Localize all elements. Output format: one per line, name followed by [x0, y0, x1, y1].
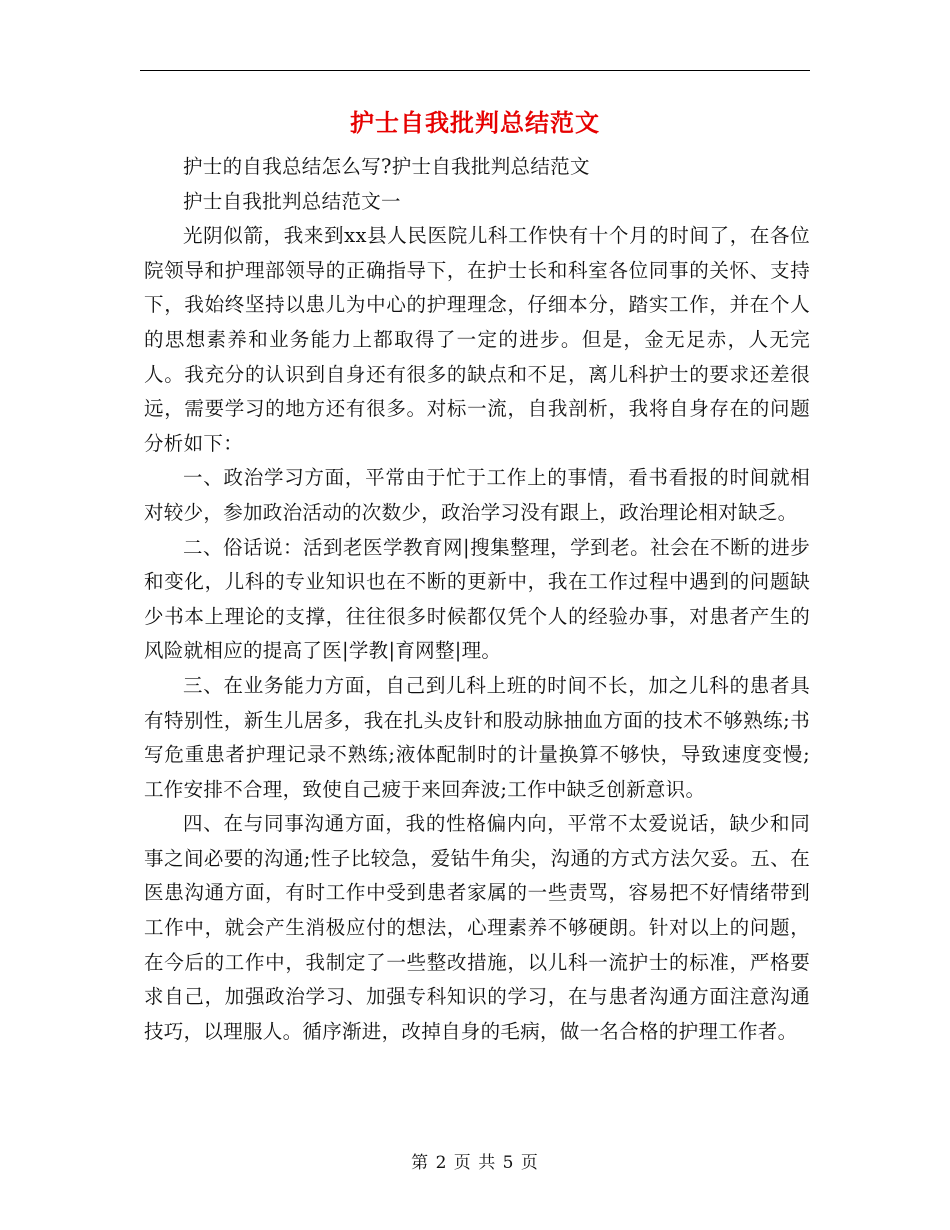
document-title: 护士自我批判总结范文 [350, 109, 600, 137]
body-paragraph-politics: 一、政治学习方面，平常由于忙于工作上的事情，看书看报的时间就相对较少，参加政治活动的次数少，政治学习没有跟上，政治理论相对缺乏。 [144, 466, 810, 524]
document-body [144, 150, 810, 1049]
subtitle-line: 护士的自我总结怎么写?护士自我批判总结范文 [183, 155, 590, 178]
body-paragraph-learning: 二、俗话说：活到老医学教育网|搜集整理，学到老。社会在不断的进步和变化，儿科的专业知识也在不断的更新中，我在工作过程中遇到的问题缺少书本上理论的支撑，往往很多时候都仅凭个人的经验办事，对患者产生的风险就相应的提高了医|学教|育网整|理。 [144, 535, 810, 663]
section-heading: 护士自我批判总结范文一 [183, 189, 401, 213]
page-number: 第 2 页 共 5 页 [411, 1153, 539, 1173]
body-paragraph-communication: 四、在与同事沟通方面，我的性格偏内向，平常不太爱说话，缺少和同事之间必要的沟通;性子比较急，爱钻牛角尖，沟通的方式方法欠妥。五、在医患沟通方面，有时工作中受到患者家属的一些责骂，容易把不好情绪带到工作中，就会产生消极应付的想法，心理素养不够硬朗。针对以上的问题，在今后的工作中，我制定了一些整改措施，以儿科一流护士的标准，严格要求自己，加强政治学习、加强专科知识的学习，在与患者沟通方面注意沟通技巧，以理服人。循序渐进，改掉自身的毛病，做一名合格的护理工作者。 [144, 812, 810, 1043]
body-paragraph-skills: 三、在业务能力方面，自己到儿科上班的时间不长，加之儿科的患者具有特别性，新生儿居多，我在扎头皮针和股动脉抽血方面的技术不够熟练;书写危重患者护理记录不熟练;液体配制时的计量换算不够快，导致速度变慢;工作安排不合理，致使自己疲于来回奔波;工作中缺乏创新意识。 [144, 673, 810, 801]
body-paragraph-intro: 光阴似箭，我来到xx县人民医院儿科工作快有十个月的时间了，在各位院领导和护理部领导的正确指导下，在护士长和科室各位同事的关怀、支持下，我始终坚持以患儿为中心的护理理念，仔细本分，踏实工作，并在个人的思想素养和业务能力上都取得了一定的进步。但是，金无足赤，人无完人。我充分的认识到自身还有很多的缺点和不足，离儿科护士的要求还差很远，需要学习的地方还有很多。对标一流，自我剖析，我将自身存在的问题分析如下： [144, 224, 810, 455]
header-rule [140, 70, 810, 71]
